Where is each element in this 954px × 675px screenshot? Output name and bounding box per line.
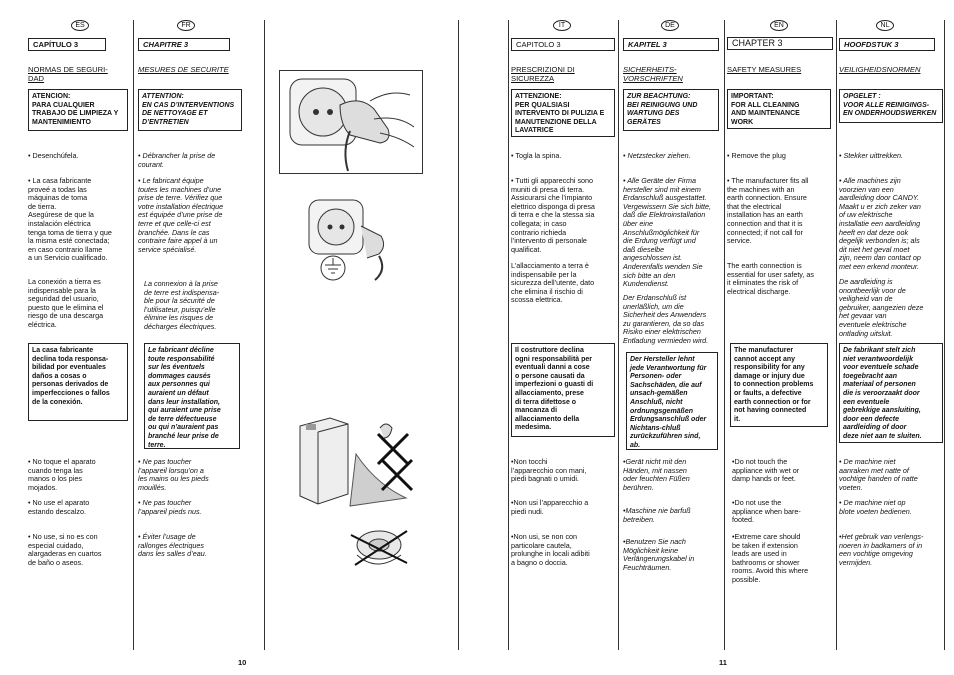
- text-nl-1: • Stekker uittrekken.: [839, 151, 904, 160]
- chapter-title-it: CAPITOLO 3: [511, 38, 615, 51]
- column-divider: [836, 20, 837, 650]
- text-fr-1: • Débrancher la prise de courant.: [138, 151, 216, 169]
- chapter-title-es: CAPÍTULO 3: [28, 38, 106, 51]
- text-es-1: • Desenchúfela.: [28, 151, 79, 160]
- attention-box-de: [623, 89, 719, 131]
- section-title-es: NORMAS DE SEGURI- DAD: [28, 65, 108, 83]
- text-nl-4: • De machine niet aanraken met natte of vochtige handen of natte voeten.: [839, 457, 918, 492]
- liability-box-nl: De fabrikant stelt zich niet verantwoordelijk voor eventuele schade toegebracht aan materiaal of personen die is veroorzaakt door een eventuele gebrekkige aansluiting, door een defecte aardleiding of door deze niet aan te sluiten.: [839, 343, 943, 443]
- unplug-illustration: [279, 70, 423, 174]
- section-title-de: SICHERHEITS- VORSCHRIFTEN: [623, 65, 683, 83]
- lang-badge-de: DE: [661, 20, 679, 31]
- attention-title: ZUR BEACHTUNG:: [627, 93, 691, 100]
- attention-body: EN CAS D’INTERVENTIONS DE NETTOYAGE ET D’ENTRETIEN: [142, 101, 235, 126]
- section-title-en: SAFETY MEASURES: [727, 65, 802, 74]
- text-fr-6: • Éviter l’usage de rallonges électriques dans les salles d’eau.: [138, 532, 207, 559]
- liability-box-it: Il costruttore declina ogni responsabilità per eventuali danni a cose o persone causati da imperfezioni o guasti di allacciamento, prese di terra difettose o mancanza di allacciamento della medesima.: [511, 343, 615, 437]
- attention-title: ATTENTION:: [142, 93, 184, 100]
- text-es-4: • No toque el aparato cuando tenga las manos o los pies mojados.: [28, 457, 96, 492]
- text-nl-2: • Alle machines zijn voorzien van een aardleiding door CANDY. Maakt u er zich zeker van of uw elektrische installatie een aardleiding heeft en dat deze ook degelijk verbonden is; als dit niet het geval moet zijn, neem dan contact op met een erkend monteur.: [839, 176, 921, 271]
- text-de-3: Der Erdanschluß ist unerläßlich, um die Sicherheit des Anwenders zu garantieren, da so das Risiko einer elektrischen Entladung vermieden wird.: [623, 293, 709, 345]
- text-en-2: • The manufacturer fits all the machines with an earth connection. Ensure that the electrical installation has an earth connection and that it is connected; if not call for service.: [727, 176, 809, 246]
- lang-badge-nl: NL: [876, 20, 894, 31]
- attention-body: PARA CUALQUIER TRABAJO DE LIMPIEZA Y MANTENIMIENTO: [32, 101, 119, 126]
- attention-title: OPGELET :: [843, 93, 881, 100]
- text-fr-4: • Ne pas toucher l’appareil lorsqu’on a les mains ou les pieds mouillés.: [138, 457, 209, 492]
- text-nl-3: De aardleiding is onontbeerlijk voor de veiligheid van de gebruiker, aangezien deze het gevaar van eventuele elektrische ontlading uitsluit.: [839, 277, 924, 338]
- lang-badge-it: IT: [553, 20, 571, 31]
- text-en-1: • Remove the plug: [727, 151, 786, 160]
- column-divider: [944, 20, 945, 650]
- column-divider: [133, 20, 134, 650]
- attention-box-en: [727, 89, 831, 129]
- attention-box-it: [511, 89, 615, 137]
- text-fr-5: • Ne pas toucher l’appareil pieds nus.: [138, 498, 202, 516]
- text-de-4: •Gerät nicht mit den Händen, mit nassen oder feuchten Füßen berühren.: [623, 457, 690, 492]
- text-de-6: •Benutzen Sie nach Möglichkeit keine Verlängerungskabel in Feuchträumen.: [623, 537, 695, 572]
- text-it-1: • Togla la spina.: [511, 151, 562, 160]
- attention-title: IMPORTANT:: [731, 93, 774, 100]
- chapter-title-fr: CHAPITRE 3: [138, 38, 230, 51]
- attention-body: VOOR ALLE REINIGINGS- EN ONDERHOUDSWERKEN: [843, 101, 937, 118]
- text-es-5: • No use el aparato estando descalzo.: [28, 498, 90, 516]
- liability-box-de: Der Hersteller lehnt jede Verantwortung für Personen- oder Sachschäden, die auf unsach-gemäßen Anschluß, nicht ordnungsgemäßen Erdungsanschluß oder Nichtans-chluß zurückzuführen sind, ab.: [626, 352, 718, 450]
- section-title-fr: MESURES DE SECURITE: [138, 65, 229, 74]
- attention-title: ATTENZIONE:: [515, 93, 562, 100]
- liability-box-es: La casa fabricante declina toda responsa- bilidad por eventuales daños a cosas o personas derivados de imperfecciones o fallos de la conexión.: [28, 343, 128, 421]
- text-it-3: L’allacciamento a terra è indispensabile per la sicurezza dell’utente, dato che elimina il rischio di scossa elettrica.: [511, 261, 595, 305]
- text-fr-3: La connexion à la prise de terre est indispensa- ble pour la sécurité de l’utilisateur, puisqu’elle élimine les risques de décharges électriques.: [144, 279, 220, 331]
- page-number-left: 10: [238, 658, 247, 667]
- column-divider: [458, 20, 459, 650]
- text-en-4: •Do not touch the appliance with wet or damp hands or feet.: [732, 457, 800, 484]
- column-divider: [724, 20, 725, 650]
- attention-box-fr: [138, 89, 242, 131]
- chapter-title-nl: HOOFDSTUK 3: [839, 38, 935, 51]
- lang-badge-fr: FR: [177, 20, 195, 31]
- text-en-3: The earth connection is essential for user safety, as it eliminates the risk of electrical discharge.: [727, 261, 814, 296]
- text-en-6: •Extreme care should be taken if extension leads are used in bathrooms or shower rooms. Avoid this where possible.: [732, 532, 809, 584]
- text-en-5: •Do not use the appliance when bare- footed.: [732, 498, 801, 525]
- earth-socket-illustration: [301, 196, 405, 282]
- text-it-6: •Non usi, se non con particolare cautela, prolunghe in locali adibiti a bagno o doccia.: [511, 532, 590, 567]
- attention-box-es: [28, 89, 128, 131]
- text-es-6: • No use, si no es con especial cuidado, alargaderas en cuartos de baño o aseos.: [28, 532, 102, 567]
- wet-hands-warning-illustration: [296, 414, 418, 510]
- text-de-1: • Netzstecker ziehen.: [623, 151, 691, 160]
- liability-box-fr: Le fabricant décline toute responsabilité sur les éventuels dommages causés aux personnes qui auraient un défaut dans leur installation, qui auraient une prise de terre défectueuse ou qui n’auraient pas branché leur prise de terre.: [144, 343, 240, 449]
- page-number-right: 11: [719, 658, 727, 667]
- extension-lead-illustration: [349, 525, 409, 571]
- column-divider: [618, 20, 619, 650]
- text-es-2: • La casa fabricante proveé a todas las máquinas de toma de tierra. Asegúrese de que la instalación eléctrica tenga toma de tierra y que la misma esté conectada; en caso contrario llame a un Servicio cualificado.: [28, 176, 112, 263]
- text-it-5: •Non usi l’apparecchio a piedi nudi.: [511, 498, 589, 516]
- text-de-5: •Maschine nie barfuß betreiben.: [623, 506, 691, 524]
- attention-title: ATENCION:: [32, 93, 71, 100]
- text-nl-5: • De machine niet op blote voeten bedienen.: [839, 498, 912, 516]
- attention-box-nl: [839, 89, 943, 123]
- text-it-2: • Tutti gli apparecchi sono muniti di presa di terra. Assicurarsi che l’impianto elettrico disponga di presa di terra e che la stessa sia collegata; in caso contrario richieda l’intervento di personale qualificat.: [511, 176, 595, 254]
- column-divider: [264, 20, 265, 650]
- section-title-nl: VEILIGHEIDSNORMEN: [839, 65, 921, 74]
- chapter-title-en: CHAPTER 3: [727, 37, 833, 50]
- chapter-title-de: KAPITEL 3: [623, 38, 719, 51]
- text-it-4: •Non tocchi l’apparecchio con mani, piedi bagnati o umidi.: [511, 457, 587, 484]
- column-divider: [508, 20, 509, 650]
- lang-badge-es: ES: [71, 20, 89, 31]
- attention-body: PER QUALSIASI INTERVENTO DI PULIZIA E MANUTENZIONE DELLA LAVATRICE: [515, 101, 605, 135]
- section-title-it: PRESCRIZIONI DI SICUREZZA: [511, 65, 575, 83]
- text-es-3: La conexión a tierra es indispensable para la seguridad del usuario, puesto que le elimina el riesgo de una descarga eléctrica.: [28, 277, 104, 329]
- attention-body: FOR ALL CLEANING AND MAINTENANCE WORK: [731, 101, 800, 126]
- text-de-2: • Alle Geräte der Firma hersteller sind mit einem Erdanschluß ausgestattet. Vergewissern Sie sich bitte, daß die Elektroinstallation über eine Anschlußmöglichkeit für die Erdung verfügt und daß dieselbe angeschlossen ist. Anderenfalls wenden Sie sich bitte an den Kundendienst.: [623, 176, 712, 289]
- text-fr-2: • Le fabricant équipe toutes les machines d’une prise de terre. Vérifiez que votre installation électrique est équipée d’une prise de terre et que celle-ci est branchée. Dans le cas contraire faire appel à un service spécialisé.: [138, 176, 224, 254]
- attention-body: BEI REINIGUNG UND WARTUNG DES GERÄTES: [627, 101, 698, 126]
- liability-box-en: The manufacturer cannot accept any responsibility for any damage or injury due to connection problems or faults, a defective earth connection or for not having connected it.: [730, 343, 828, 427]
- lang-badge-en: EN: [770, 20, 788, 31]
- text-nl-6: •Het gebruik van verlengs- noeren in badkamers of in een vochtige omgeving vermijden.: [839, 532, 924, 567]
